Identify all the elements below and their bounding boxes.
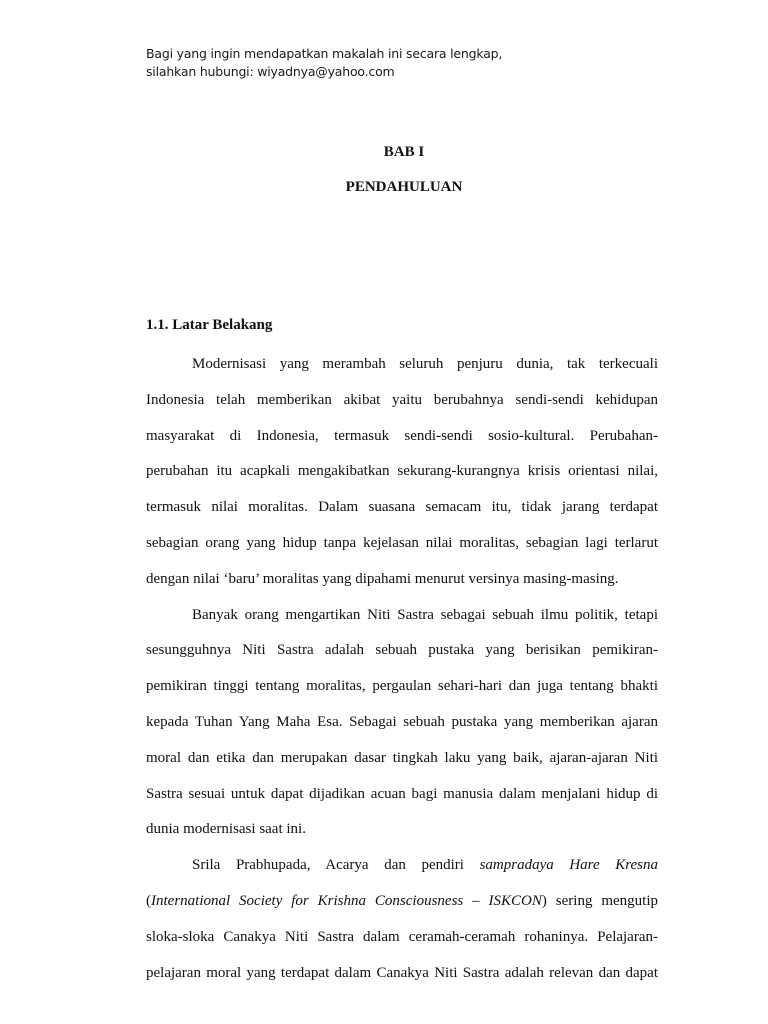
text-line: masyarakat di Indonesia, termasuk sendi-sendi sosio-kultural. Perubahan- [146,427,658,444]
text-line: termasuk nilai moralitas. Dalam suasana semacam itu, tidak jarang terdapat [146,499,658,516]
chapter-number: BAB I [383,144,425,160]
text-line: dunia modernisasi saat ini. [146,821,306,838]
text-run: Srila Prabhupada, Acarya dan pendiri [192,857,464,874]
text-run: ( [146,892,151,909]
text-line: moral dan etika dan merupakan dasar tingkah laku yang baik, ajaran-ajaran Niti [146,749,658,766]
text-line: pemikiran tinggi tentang moralitas, pergaulan sehari-hari dan juga tentang bhakti [146,678,658,695]
text-run: ) sering mengutip [541,892,658,909]
text-line: perubahan itu acapkali mengakibatkan sekurang-kurangnya krisis orientasi nilai, [146,463,658,480]
contact-note-line-1: Bagi yang ingin mendapatkan makalah ini secara lengkap, [146,46,503,61]
chapter-title: PENDAHULUAN [345,179,463,195]
text-line: Sastra sesuai untuk dapat dijadikan acuan bagi manusia dalam menjalani hidup di [146,785,658,802]
contact-note-line-2: silahkan hubungi: wiyadnya@yahoo.com [146,64,395,79]
body-text [146,347,658,991]
text-line: kepada Tuhan Yang Maha Esa. Sebagai sebuah pustaka yang memberikan ajaran [146,713,658,730]
italic-term: sampradaya Hare Kresna [479,857,658,874]
text-line: dengan nilai ‘baru’ moralitas yang dipahami menurut versinya masing-masing. [146,570,619,587]
text-line: Indonesia telah memberikan akibat yaitu berubahnya sendi-sendi kehidupan [146,391,658,408]
paragraph-1 [146,347,658,598]
italic-term: International Society for Krishna Consciousness – ISKCON [151,892,542,909]
text-line: sebagian orang yang hidup tanpa kejelasan nilai moralitas, sebagian lagi terlarut [146,534,658,551]
text-line [146,848,658,884]
text-line [146,884,658,920]
section-heading: 1.1. Latar Belakang [146,317,273,333]
text-line: pelajaran moral yang terdapat dalam Canakya Niti Sastra adalah relevan dan dapat [146,964,658,981]
paragraph-3 [146,848,658,991]
text-line: sloka-sloka Canakya Niti Sastra dalam ceramah-ceramah rohaninya. Pelajaran- [146,928,658,945]
text-line: sesungguhnya Niti Sastra adalah sebuah pustaka yang berisikan pemikiran- [146,642,658,659]
contact-note [146,45,502,81]
text-line: Modernisasi yang merambah seluruh penjuru dunia, tak terkecuali [192,356,658,372]
text-line: Banyak orang mengartikan Niti Sastra sebagai sebuah ilmu politik, tetapi [192,606,658,623]
paragraph-2 [146,598,658,849]
